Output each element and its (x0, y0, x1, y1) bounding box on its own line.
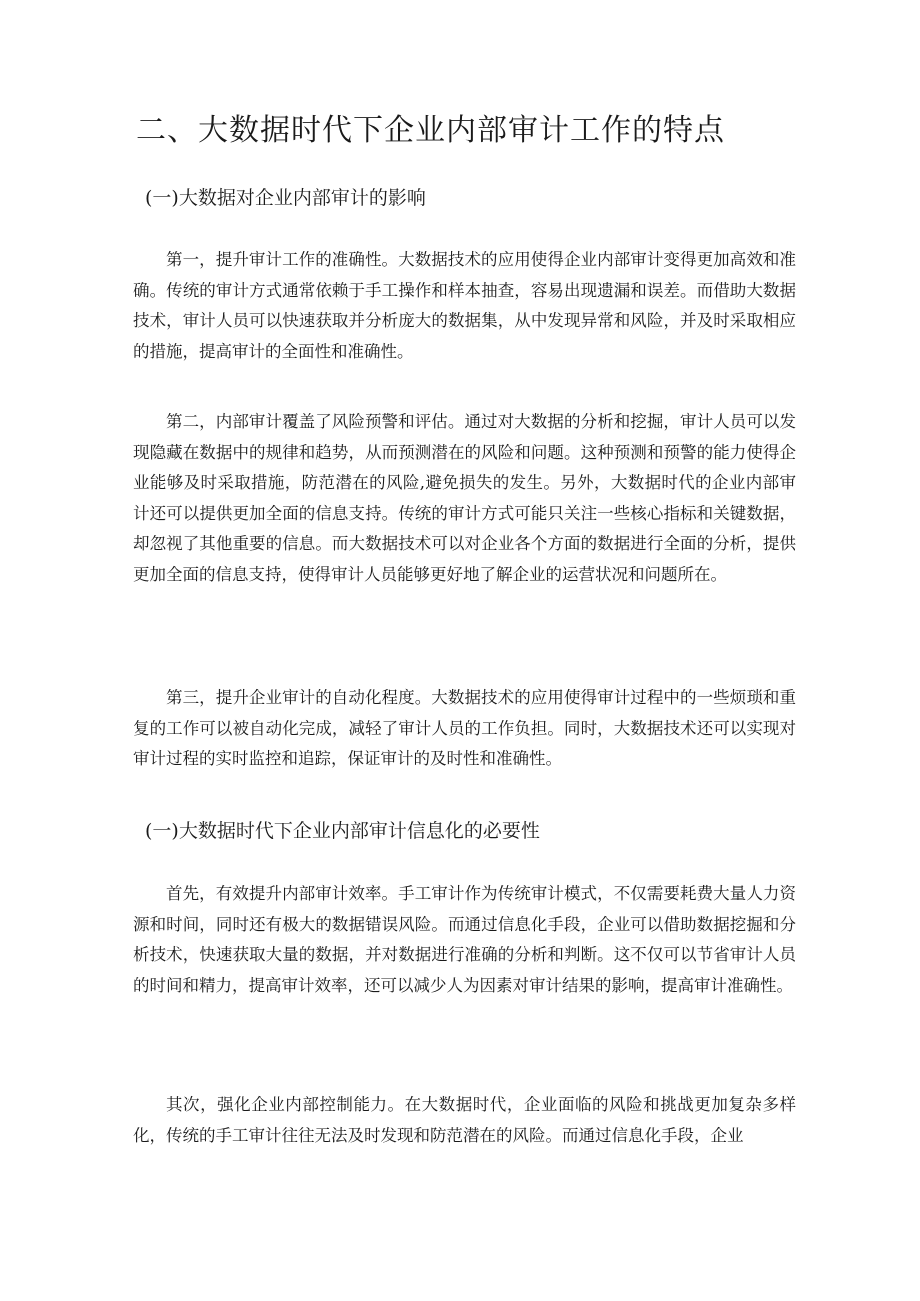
paragraph-internal-control: 其次，强化企业内部控制能力。在大数据时代，企业面临的风险和挑战更加复杂多样化，传统的手工审计往往无法及时发现和防范潜在的风险。而通过信息化手段，企业 (133, 1095, 796, 1145)
document-title: 二、大数据时代下企业内部审计工作的特点 (136, 113, 725, 148)
paragraph-risk-warning: 第二，内部审计覆盖了风险预警和评估。通过对大数据的分析和挖掘，审计人员可以发现隐藏在数据中的规律和趋势，从而预测潜在的风险和问题。这种预测和预警的能力使得企业能够及时采取措施，防范潜在的风险,避免损失的发生。另外，大数据时代的企业内部审计还可以提供更加全面的信息支持。传统的审计方式可能只关注一些核心指标和关键数据，却忽视了其他重要的信息。而大数据技术可以对企业各个方面的数据进行全面的分析，提供更加全面的信息支持，使得审计人员能够更好地了解企业的运营状况和问题所在。 (133, 412, 796, 584)
section-heading-necessity: (一)大数据时代下企业内部审计信息化的必要性 (145, 820, 540, 842)
paragraph-accuracy: 第一，提升审计工作的准确性。大数据技术的应用使得企业内部审计变得更加高效和准确。传统的审计方式通常依赖于手工操作和样本抽查，容易出现遗漏和误差。而借助大数据技术，审计人员可以快速获取并分析庞大的数据集，从中发现异常和风险，并及时采取相应的措施，提高审计的全面性和准确性。 (133, 250, 796, 361)
paragraph-automation: 第三，提升企业审计的自动化程度。大数据技术的应用使得审计过程中的一些烦琐和重复的工作可以被自动化完成，减轻了审计人员的工作负担。同时，大数据技术还可以实现对审计过程的实时监控和追踪，保证审计的及时性和准确性。 (133, 688, 796, 768)
paragraph-efficiency: 首先，有效提升内部审计效率。手工审计作为传统审计模式，不仅需要耗费大量人力资源和时间，同时还有极大的数据错误风险。而通过信息化手段，企业可以借助数据挖掘和分析技术，快速获取大量的数据，并对数据进行准确的分析和判断。这不仅可以节省审计人员的时间和精力，提高审计效率，还可以减少人为因素对审计结果的影响，提高审计准确性。 (133, 884, 796, 995)
section-heading-impact: (一)大数据对企业内部审计的影响 (145, 187, 426, 209)
